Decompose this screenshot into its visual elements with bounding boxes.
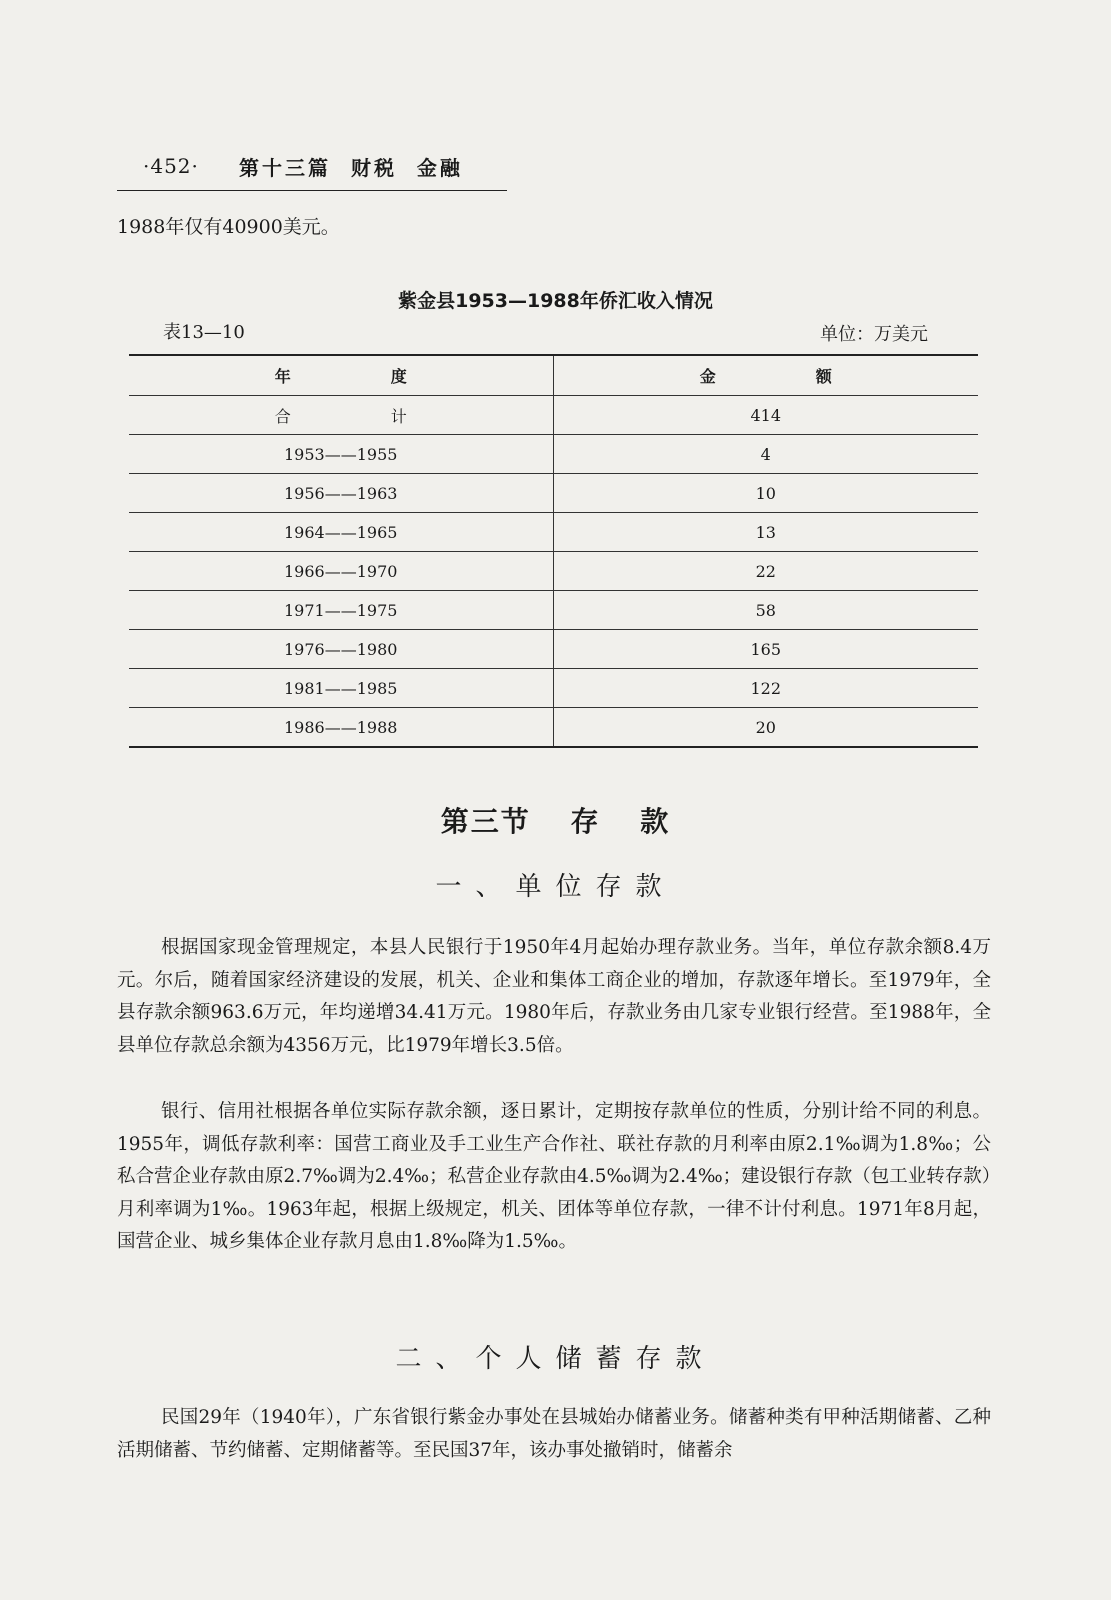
table-header-row (129, 355, 978, 396)
total-value: 414 (553, 396, 978, 435)
table-row (129, 513, 978, 552)
amount-cell: 22 (553, 552, 978, 591)
period-cell: 1976——1980 (129, 630, 553, 669)
table-row (129, 708, 978, 748)
subsection-title-unit-deposits: 一、单位存款 (435, 872, 676, 902)
table-row (129, 669, 978, 708)
period-cell: 1981——1985 (129, 669, 553, 708)
amount-cell: 20 (553, 708, 978, 748)
paragraph: 根据国家现金管理规定，本县人民银行于1950年4月起始办理存款业务。当年，单位存款余额8.4万元。尔后，随着国家经济建设的发展，机关、企业和集体工商企业的增加，存款逐年增长。至1979年，全县存款余额963.6万元，年均递增34.41万元。1980年后，存款业务由几家专业银行经营。至1988年，全县单位存款总余额为4356万元，比1979年增长3.5倍。 (117, 937, 991, 1056)
amount-cell: 58 (553, 591, 978, 630)
amount-cell: 165 (553, 630, 978, 669)
table-row (129, 474, 978, 513)
table-row (129, 552, 978, 591)
table-row (129, 435, 978, 474)
period-cell: 1966——1970 (129, 552, 553, 591)
remittance-table (129, 354, 978, 748)
total-label: 合计 (129, 396, 553, 435)
period-cell: 1956——1963 (129, 474, 553, 513)
subsection-title-personal-savings: 二、个人储蓄存款 (395, 1344, 716, 1374)
column-header-year: 年度 (129, 355, 553, 396)
period-cell: 1971——1975 (129, 591, 553, 630)
table-title: 紫金县1953—1988年侨汇收入情况 (398, 290, 713, 312)
table-total-row (129, 396, 978, 435)
section-title: 第三节 存 款 (440, 805, 671, 838)
column-header-amount: 金额 (553, 355, 978, 396)
amount-cell: 122 (553, 669, 978, 708)
period-cell: 1964——1965 (129, 513, 553, 552)
amount-cell: 13 (553, 513, 978, 552)
period-cell: 1953——1955 (129, 435, 553, 474)
paragraph: 银行、信用社根据各单位实际存款余额，逐日累计，定期按存款单位的性质，分别计给不同的利息。1955年，调低存款利率：国营工商业及手工业生产合作社、联社存款的月利率由原2.1‰调为1.8‰；公私合营企业存款由原2.7‰调为2.4‰；私营企业存款由4.5‰调为2.4‰；建设银行存款（包工业转存款）月利率调为1‰。1963年起，根据上级规定，机关、团体等单位存款，一律不计付利息。1971年8月起，国营企业、城乡集体企业存款月息由1.8‰降为1.5‰。 (117, 1101, 991, 1252)
part-title: 第十三篇 财税 金融 (239, 156, 463, 180)
carry-over-line: 1988年仅有40900美元。 (117, 216, 340, 238)
table-row (129, 591, 978, 630)
amount-cell: 10 (553, 474, 978, 513)
table-row (129, 630, 978, 669)
amount-cell: 4 (553, 435, 978, 474)
page-header (117, 150, 507, 191)
page-number: ·452· (143, 154, 199, 178)
paragraph: 民国29年（1940年），广东省银行紫金办事处在县城始办储蓄业务。储蓄种类有甲种活期储蓄、乙种活期储蓄、节约储蓄、定期储蓄等。至民国37年，该办事处撤销时，储蓄余 (117, 1407, 991, 1461)
period-cell: 1986——1988 (129, 708, 553, 748)
table-unit: 单位：万美元 (820, 324, 928, 345)
table-number: 表13—10 (163, 322, 245, 343)
